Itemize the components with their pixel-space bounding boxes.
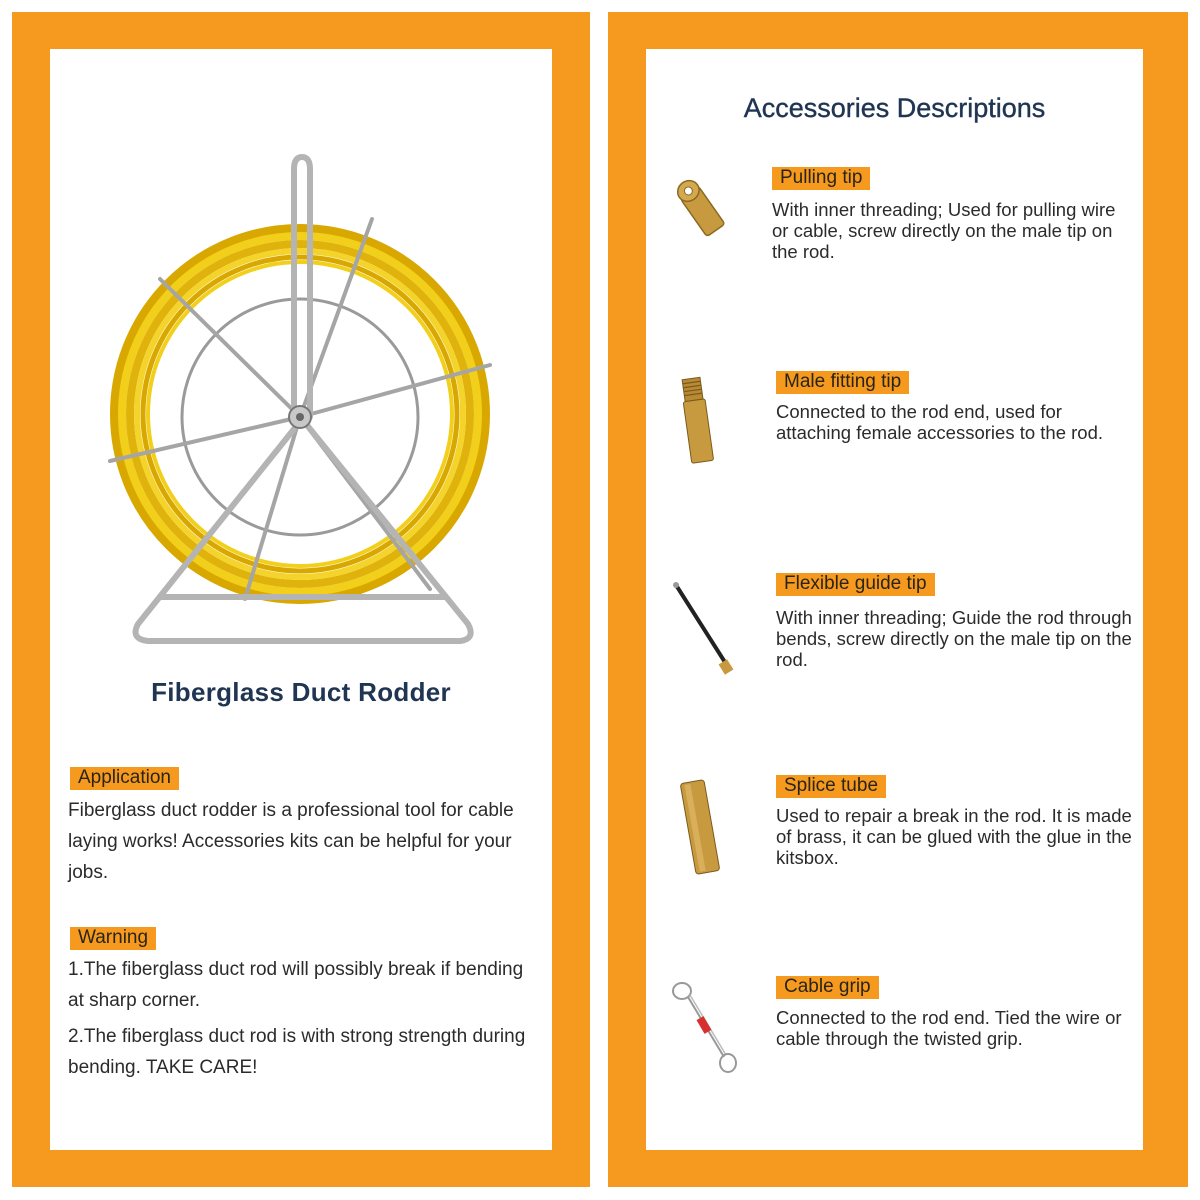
pulling-tip-icon: [666, 169, 736, 249]
left-panel-frame: [12, 12, 590, 1187]
warning-item: 2.The fiberglass duct rod is with strong strength during bending. TAKE CARE!: [68, 1026, 526, 1078]
duct-rodder-reel-image: [90, 119, 510, 649]
right-panel-content: [646, 49, 1143, 1150]
warning-item: 1.The fiberglass duct rod will possibly break if bending at sharp corner.: [68, 959, 524, 1011]
product-title: Fiberglass Duct Rodder: [151, 677, 451, 707]
accessory-name-flexible-guide-tip: Flexible guide tip: [776, 573, 935, 596]
flexible-guide-tip-icon: [666, 579, 741, 679]
accessory-desc-splice-tube: Used to repair a break in the rod. It is made of brass, it can be glued with the glue in the kitsbox.: [776, 805, 1132, 868]
accessory-name-cable-grip: Cable grip: [776, 976, 879, 999]
accessory-name-male-fitting-tip: Male fitting tip: [776, 371, 909, 394]
application-label: Application: [70, 767, 179, 790]
splice-tube-icon: [668, 777, 733, 877]
right-panel-frame: [608, 12, 1188, 1187]
accessory-name-splice-tube: Splice tube: [776, 775, 886, 798]
accessory-desc-male-fitting-tip: Connected to the rod end, used for attaching female accessories to the rod.: [776, 401, 1104, 443]
accessories-title: Accessories Descriptions: [743, 93, 1046, 123]
accessory-desc-pulling-tip: With inner threading; Used for pulling wire or cable, screw directly on the male tip on the rod.: [772, 199, 1116, 262]
accessory-desc-cable-grip: Connected to the rod end. Tied the wire or cable through the twisted grip.: [776, 1007, 1122, 1049]
left-panel-content: [50, 49, 552, 1150]
male-fitting-tip-icon: [668, 374, 728, 469]
accessory-name-pulling-tip: Pulling tip: [772, 167, 870, 190]
warning-label: Warning: [70, 927, 156, 950]
cable-grip-icon: [666, 977, 741, 1077]
application-text: Fiberglass duct rodder is a professional tool for cable laying works! Accessories kits can be helpful for your jobs.: [68, 800, 514, 883]
accessory-desc-flexible-guide-tip: With inner threading; Guide the rod through bends, screw directly on the male tip on the rod.: [776, 607, 1132, 670]
